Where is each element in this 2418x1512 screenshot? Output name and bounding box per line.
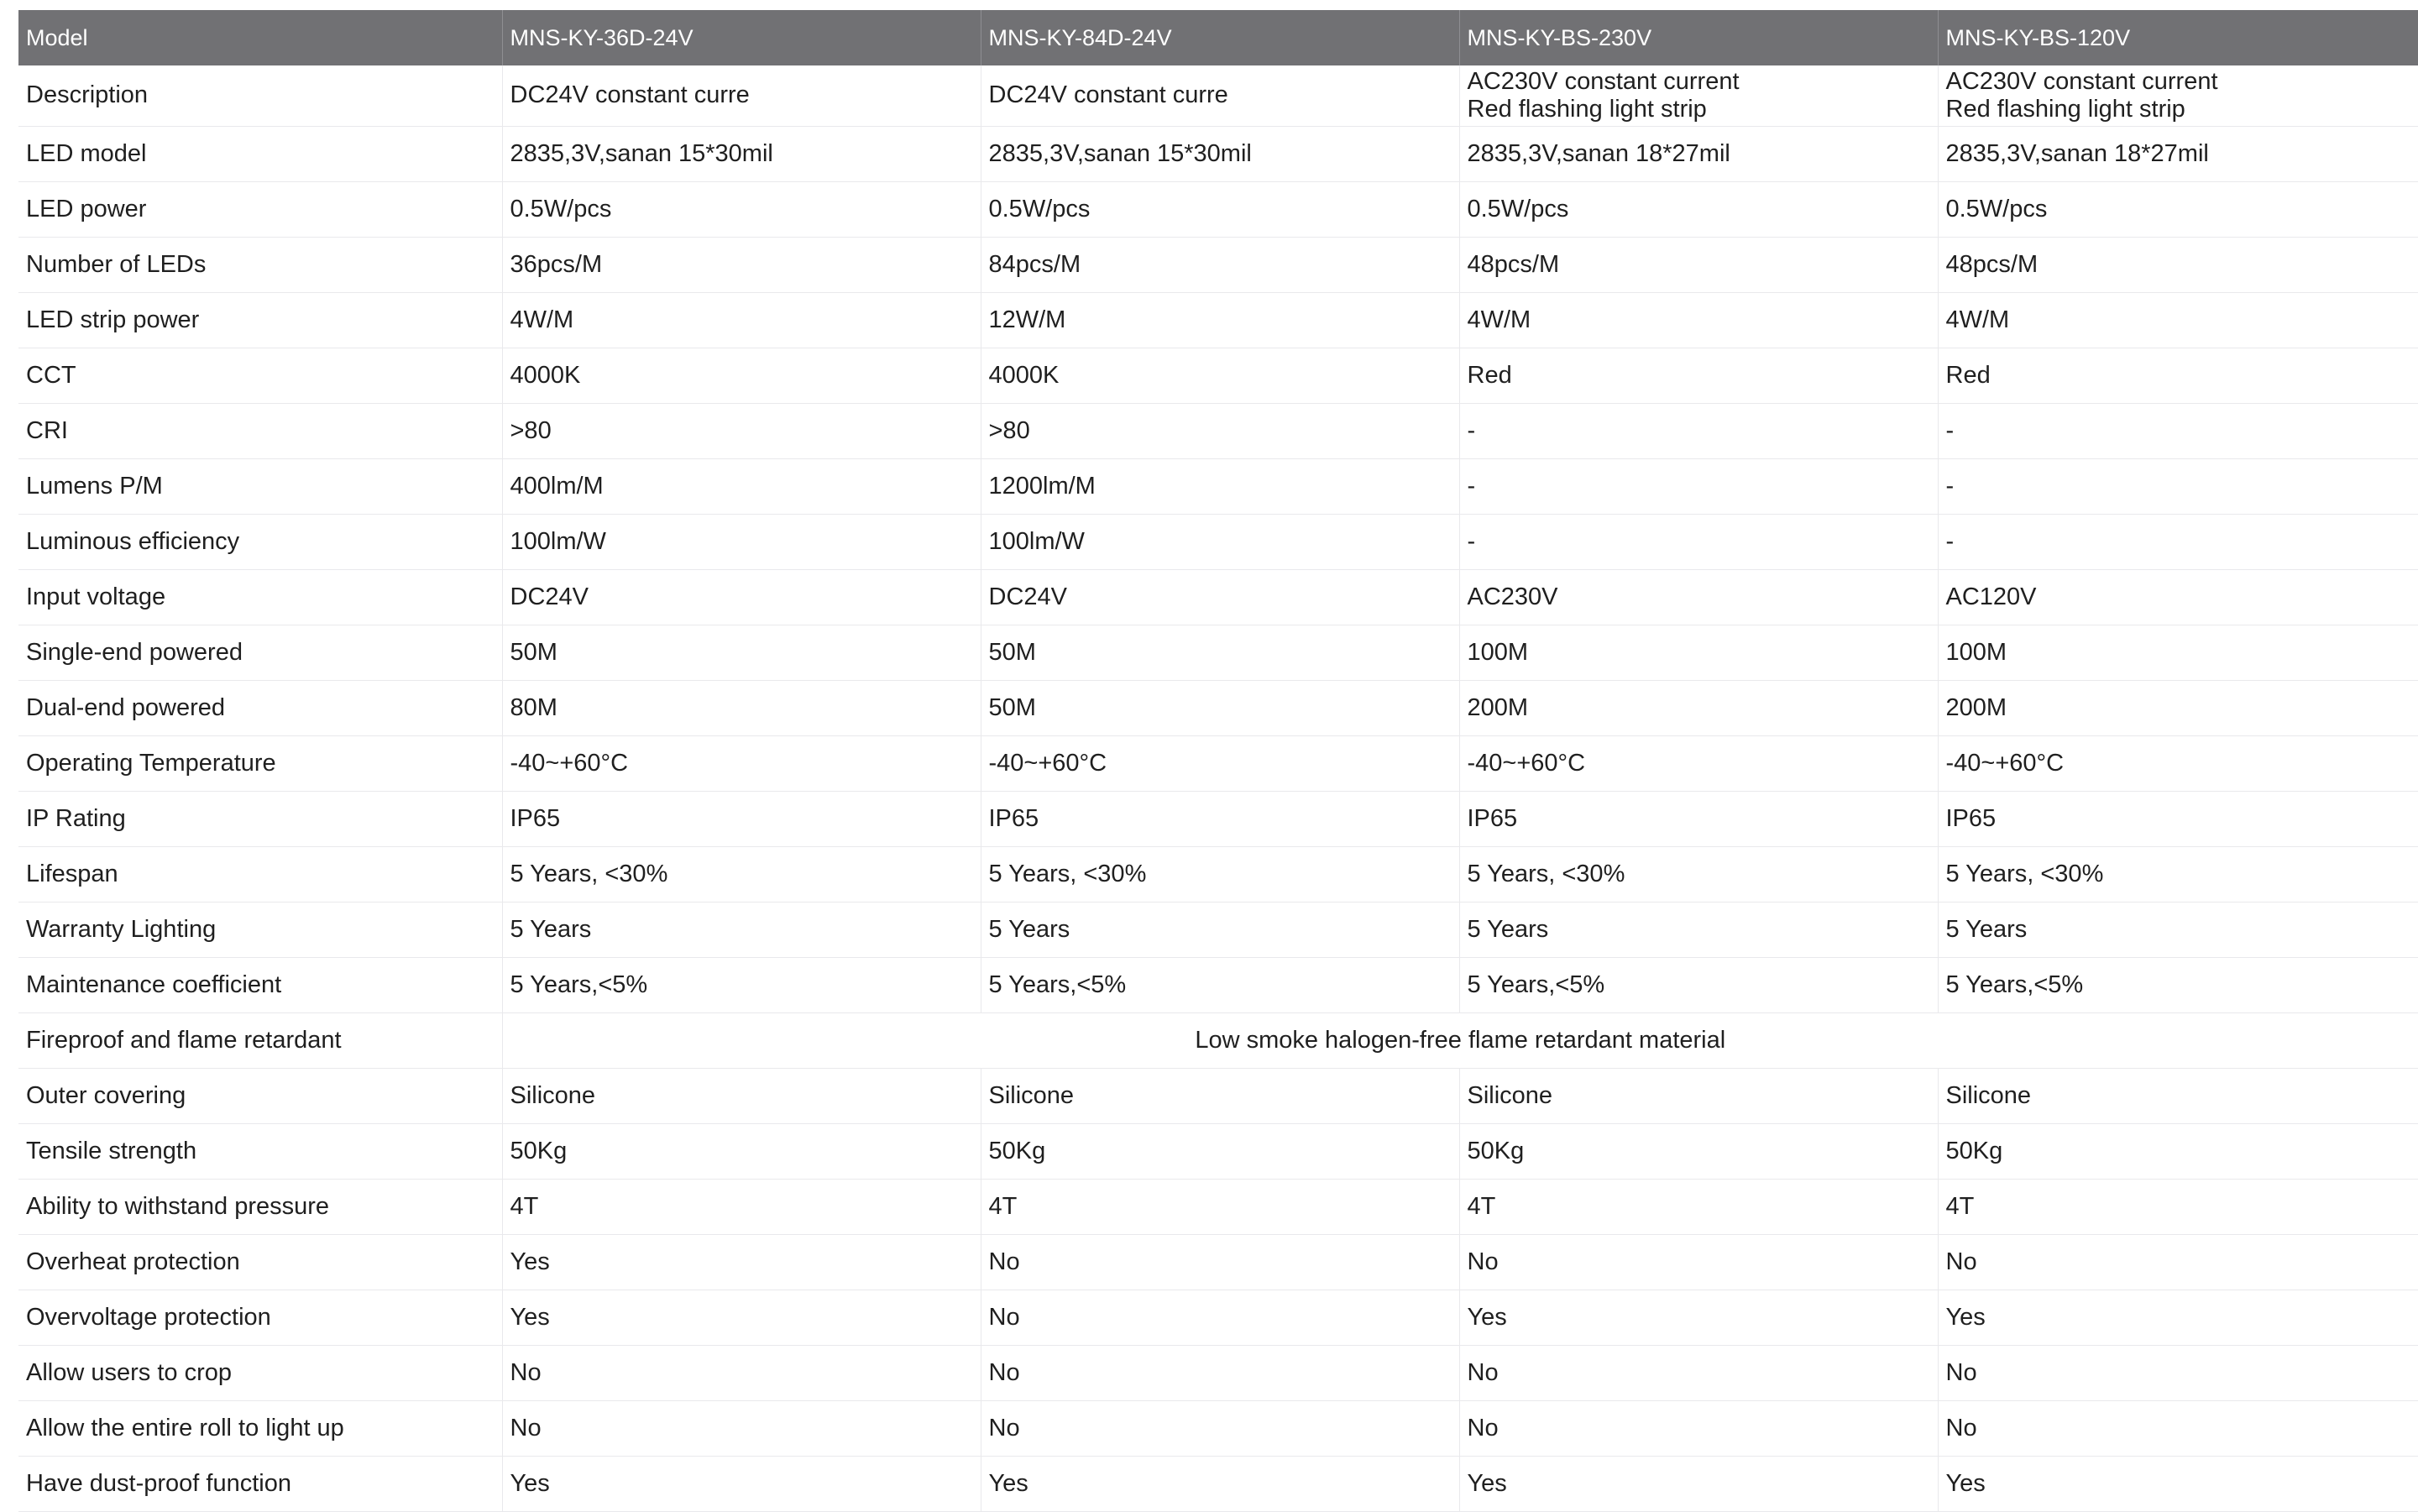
table-cell: No <box>1938 1401 2418 1457</box>
table-cell: 5 Years <box>1459 902 1938 958</box>
header-cell-product-3: MNS-KY-BS-230V <box>1459 10 1938 65</box>
table-cell: - <box>1938 459 2418 515</box>
table-cell: 2835,3V,sanan 18*27mil <box>1938 127 2418 182</box>
table-cell: 200M <box>1459 681 1938 736</box>
row-label: Lifespan <box>18 847 502 902</box>
table-row-fireproof <box>18 1013 2418 1069</box>
table-row <box>18 1457 2418 1512</box>
table-cell: 4T <box>502 1180 981 1235</box>
table-cell: 50Kg <box>502 1124 981 1180</box>
table-row <box>18 182 2418 238</box>
table-cell: 5 Years <box>981 902 1459 958</box>
table-cell: 4W/M <box>1938 293 2418 348</box>
table-row <box>18 792 2418 847</box>
row-label: Number of LEDs <box>18 238 502 293</box>
row-label: Operating Temperature <box>18 736 502 792</box>
table-cell: Yes <box>502 1235 981 1290</box>
merged-cell: Low smoke halogen-free flame retardant material <box>502 1013 2418 1069</box>
row-label: Overheat protection <box>18 1235 502 1290</box>
row-label: Warranty Lighting <box>18 902 502 958</box>
row-label: IP Rating <box>18 792 502 847</box>
table-cell: 5 Years, <30% <box>1459 847 1938 902</box>
table-row <box>18 570 2418 625</box>
row-label: CCT <box>18 348 502 404</box>
header-cell-model: Model <box>18 10 502 65</box>
table-cell: 0.5W/pcs <box>981 182 1459 238</box>
header-cell-product-4: MNS-KY-BS-120V <box>1938 10 2418 65</box>
table-row <box>18 1346 2418 1401</box>
header-cell-product-2: MNS-KY-84D-24V <box>981 10 1459 65</box>
table-cell: 12W/M <box>981 293 1459 348</box>
table-cell: 2835,3V,sanan 15*30mil <box>981 127 1459 182</box>
table-cell: -40~+60°C <box>1938 736 2418 792</box>
table-cell: 50M <box>502 625 981 681</box>
table-row <box>18 1180 2418 1235</box>
row-label: Single-end powered <box>18 625 502 681</box>
table-cell: 80M <box>502 681 981 736</box>
table-cell: No <box>1938 1235 2418 1290</box>
row-label: Lumens P/M <box>18 459 502 515</box>
table-cell: 50Kg <box>1938 1124 2418 1180</box>
row-label: LED strip power <box>18 293 502 348</box>
table-cell: 2835,3V,sanan 15*30mil <box>502 127 981 182</box>
table-cell: No <box>981 1235 1459 1290</box>
row-label: CRI <box>18 404 502 459</box>
table-cell: - <box>1459 459 1938 515</box>
table-row-description <box>18 65 2418 127</box>
table-cell: AC120V <box>1938 570 2418 625</box>
table-row <box>18 847 2418 902</box>
table-cell: 2835,3V,sanan 18*27mil <box>1459 127 1938 182</box>
table-cell: -40~+60°C <box>981 736 1459 792</box>
table-cell: 4T <box>1459 1180 1938 1235</box>
table-cell: 5 Years,<5% <box>1459 958 1938 1013</box>
table-cell: 100lm/W <box>981 515 1459 570</box>
table-row <box>18 348 2418 404</box>
table-cell: 4T <box>981 1180 1459 1235</box>
table-cell: DC24V <box>502 570 981 625</box>
row-label: LED model <box>18 127 502 182</box>
table-cell: No <box>1459 1235 1938 1290</box>
table-cell: Silicone <box>502 1069 981 1124</box>
table-row <box>18 1069 2418 1124</box>
table-row <box>18 238 2418 293</box>
table-cell: Yes <box>1938 1457 2418 1512</box>
table-cell: AC230V <box>1459 570 1938 625</box>
table-cell: 36pcs/M <box>502 238 981 293</box>
table-cell: -40~+60°C <box>502 736 981 792</box>
table-cell: No <box>1459 1401 1938 1457</box>
row-label: Luminous efficiency <box>18 515 502 570</box>
table-cell: 0.5W/pcs <box>1459 182 1938 238</box>
table-cell: Yes <box>502 1290 981 1346</box>
table-cell: IP65 <box>1459 792 1938 847</box>
table-cell: 0.5W/pcs <box>1938 182 2418 238</box>
table-cell: Silicone <box>1459 1069 1938 1124</box>
table-row <box>18 736 2418 792</box>
table-cell: Yes <box>1459 1290 1938 1346</box>
cell-line: DC24V constant curre <box>510 81 981 109</box>
row-label: Allow users to crop <box>18 1346 502 1401</box>
table-row <box>18 902 2418 958</box>
table-cell: 1200lm/M <box>981 459 1459 515</box>
table-cell: 4T <box>1938 1180 2418 1235</box>
table-cell: 200M <box>1938 681 2418 736</box>
table-cell: No <box>981 1290 1459 1346</box>
cell-line: AC230V constant current <box>1468 68 1938 96</box>
table-cell: 50M <box>981 625 1459 681</box>
table-cell: 100M <box>1459 625 1938 681</box>
table-row <box>18 1290 2418 1346</box>
table-cell: DC24V <box>981 570 1459 625</box>
table-row <box>18 1235 2418 1290</box>
cell-line: AC230V constant current <box>1946 68 2418 96</box>
header-cell-product-1: MNS-KY-36D-24V <box>502 10 981 65</box>
table-cell: - <box>1459 404 1938 459</box>
row-label: Maintenance coefficient <box>18 958 502 1013</box>
table-row <box>18 404 2418 459</box>
table-cell: IP65 <box>502 792 981 847</box>
row-label: LED power <box>18 182 502 238</box>
table-cell: 84pcs/M <box>981 238 1459 293</box>
table-cell: 4W/M <box>1459 293 1938 348</box>
table-cell: 50Kg <box>1459 1124 1938 1180</box>
table-cell: IP65 <box>1938 792 2418 847</box>
table-body <box>18 65 2418 1512</box>
table-cell: Yes <box>1459 1457 1938 1512</box>
table-cell: 5 Years <box>1938 902 2418 958</box>
table-cell: Yes <box>1938 1290 2418 1346</box>
table-cell: No <box>502 1401 981 1457</box>
table-cell: 50M <box>981 681 1459 736</box>
table-cell: 4000K <box>981 348 1459 404</box>
cell-line: Red flashing light strip <box>1946 96 2418 123</box>
table-cell: No <box>981 1346 1459 1401</box>
table-cell: >80 <box>502 404 981 459</box>
table-cell: 0.5W/pcs <box>502 182 981 238</box>
table-cell: 100lm/W <box>502 515 981 570</box>
spec-table <box>18 10 2418 1512</box>
table-cell: >80 <box>981 404 1459 459</box>
table-cell: 48pcs/M <box>1938 238 2418 293</box>
table-cell: - <box>1938 404 2418 459</box>
table-row <box>18 127 2418 182</box>
table-cell: - <box>1938 515 2418 570</box>
table-cell: Yes <box>981 1457 1459 1512</box>
row-label: Input voltage <box>18 570 502 625</box>
table-row <box>18 625 2418 681</box>
table-cell: Silicone <box>1938 1069 2418 1124</box>
table-cell: 5 Years, <30% <box>981 847 1459 902</box>
table-row <box>18 515 2418 570</box>
table-row <box>18 1124 2418 1180</box>
table-cell: - <box>1459 515 1938 570</box>
cell-line: DC24V constant curre <box>989 81 1459 109</box>
table-cell: 48pcs/M <box>1459 238 1938 293</box>
table-cell: Red <box>1938 348 2418 404</box>
table-row <box>18 1401 2418 1457</box>
row-label: Tensile strength <box>18 1124 502 1180</box>
table-cell: 100M <box>1938 625 2418 681</box>
table-cell: No <box>1459 1346 1938 1401</box>
table-cell: 5 Years, <30% <box>1938 847 2418 902</box>
row-label: Description <box>18 65 502 127</box>
table-cell <box>981 65 1459 127</box>
table-row <box>18 681 2418 736</box>
table-cell: IP65 <box>981 792 1459 847</box>
table-cell <box>502 65 981 127</box>
row-label: Overvoltage protection <box>18 1290 502 1346</box>
table-row <box>18 293 2418 348</box>
table-cell: 400lm/M <box>502 459 981 515</box>
table-cell: -40~+60°C <box>1459 736 1938 792</box>
row-label: Dual-end powered <box>18 681 502 736</box>
table-cell: No <box>1938 1346 2418 1401</box>
cell-line: Red flashing light strip <box>1468 96 1938 123</box>
table-cell: No <box>502 1346 981 1401</box>
table-cell: 5 Years <box>502 902 981 958</box>
row-label: Have dust-proof function <box>18 1457 502 1512</box>
table-cell: 5 Years,<5% <box>1938 958 2418 1013</box>
table-cell: Silicone <box>981 1069 1459 1124</box>
row-label: Fireproof and flame retardant <box>18 1013 502 1069</box>
row-label: Allow the entire roll to light up <box>18 1401 502 1457</box>
table-cell: 5 Years, <30% <box>502 847 981 902</box>
table-cell <box>1459 65 1938 127</box>
row-label: Ability to withstand pressure <box>18 1180 502 1235</box>
table-cell: 50Kg <box>981 1124 1459 1180</box>
table-cell: Yes <box>502 1457 981 1512</box>
table-cell <box>1938 65 2418 127</box>
table-row <box>18 958 2418 1013</box>
table-row <box>18 459 2418 515</box>
table-cell: 5 Years,<5% <box>502 958 981 1013</box>
table-cell: 4W/M <box>502 293 981 348</box>
spec-table-container <box>18 10 2418 1512</box>
table-cell: 4000K <box>502 348 981 404</box>
table-cell: No <box>981 1401 1459 1457</box>
table-cell: 5 Years,<5% <box>981 958 1459 1013</box>
table-cell: Red <box>1459 348 1938 404</box>
row-label: Outer covering <box>18 1069 502 1124</box>
table-header-row <box>18 10 2418 65</box>
